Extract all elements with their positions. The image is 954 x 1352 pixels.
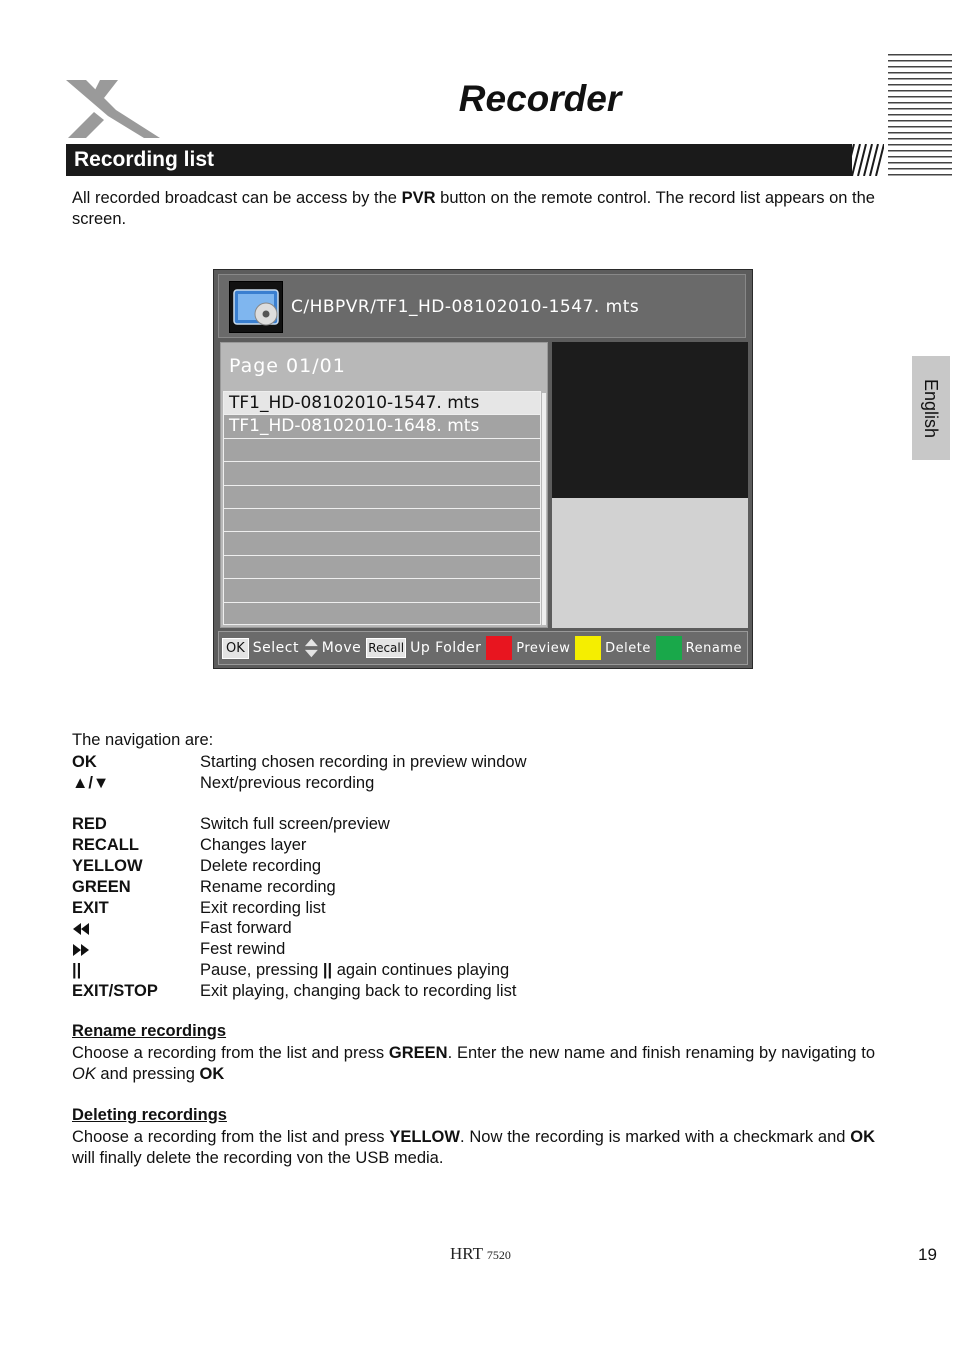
preview-window [552,342,748,498]
help-bar [218,631,748,665]
delete-heading: Deleting recordings [72,1106,227,1124]
rename-heading: Rename recordings [72,1022,227,1040]
current-path: C/HBPVR/TF1_HD-08102010-1547. mts [291,297,640,317]
recording-list-screen [213,269,753,669]
navigation-key: GREEN [72,877,131,896]
recording-list-panel [220,342,548,628]
navigation-description: Fast forward [200,919,292,938]
list-item[interactable] [223,578,541,601]
navigation-row [72,918,772,939]
disc-folder-icon [229,281,283,333]
green-key [656,636,682,660]
navigation-description: Exit playing, changing back to recording list [200,981,517,1000]
navigation-row [72,752,772,773]
ok-key: OK [222,638,249,659]
navigation-key: ▲/▼ [72,773,110,792]
page-number: 19 [918,1245,937,1264]
navigation-row [72,981,772,1002]
navigation-row [72,794,772,815]
navigation-row [72,939,772,960]
navigation-key: OK [72,753,97,771]
footer-model: HRT 7520 [450,1244,511,1263]
page-indicator: Page 01/01 [229,355,346,377]
list-item[interactable]: TF1_HD-08102010-1648. mts [223,414,541,437]
navigation-key: RED [72,815,107,834]
navigation-row [72,898,772,919]
recall-key: Recall [366,638,406,658]
navigation-description: Pause, pressing || again continues playing [200,960,510,979]
delete-label: Delete [605,640,651,656]
recording-rows [223,391,541,625]
list-item[interactable] [223,531,541,554]
list-item[interactable] [223,461,541,484]
info-panel [552,498,748,628]
navigation-description: Delete recording [200,856,322,875]
page-title: Recorder [458,78,622,119]
navigation-row [72,856,772,877]
section-bar-pattern [840,144,884,176]
section-heading: Recording list [66,144,852,176]
navigation-description: Starting chosen recording in preview window [200,753,527,771]
navigation-description: Rename recording [200,877,336,896]
navigation-table [72,752,772,1002]
decorative-stripes [888,52,952,182]
list-item[interactable] [223,485,541,508]
navigation-description: Switch full screen/preview [200,815,390,834]
navigation-row [72,877,772,898]
navigation-key: EXIT/STOP [72,981,158,1000]
navigation-row [72,773,772,794]
delete-paragraph: Choose a recording from the list and press YELLOW. Now the recording is marked with a checkmark and OK will finally delete the recording von the USB media. [72,1128,875,1167]
list-item[interactable]: TF1_HD-08102010-1547. mts [223,391,541,414]
rename-label: Rename [685,640,742,656]
move-label: Move [321,640,362,656]
list-scrollbar[interactable] [542,393,546,625]
rewind-icon [72,923,90,935]
path-bar [218,274,746,338]
navigation-key: RECALL [72,836,139,855]
navigation-row [72,835,772,856]
navigation-key [72,918,200,939]
list-item[interactable] [223,602,541,625]
navigation-key: EXIT [72,898,109,917]
navigation-key: YELLOW [72,856,143,875]
navigation-description: Exit recording list [200,898,326,917]
navigation-description [200,794,772,815]
language-tab: English [912,356,950,460]
fast-forward-icon [72,944,90,956]
rename-paragraph: Choose a recording from the list and press GREEN. Enter the new name and finish renaming by navigating to OK and pressing OK [72,1044,875,1083]
up-folder-label: Up Folder [410,640,482,656]
yellow-key [575,636,601,660]
preview-label: Preview [516,640,571,656]
navigation-row [72,960,772,981]
navigation-description: Changes layer [200,836,307,855]
navigation-intro: The navigation are: [72,731,214,749]
list-item[interactable] [223,555,541,578]
list-item[interactable] [223,438,541,461]
navigation-key [72,794,200,815]
navigation-key: || [72,960,82,979]
select-label: Select [252,640,299,656]
red-key [486,636,512,660]
navigation-description: Next/previous recording [200,773,375,792]
navigation-description: Fest rewind [200,940,286,959]
list-item[interactable] [223,508,541,531]
up-down-arrows-icon [304,637,319,659]
navigation-row [72,814,772,835]
navigation-key [72,939,200,960]
intro-paragraph: All recorded broadcast can be access by the PVR button on the remote control. The record list appears on the screen. [72,189,875,228]
